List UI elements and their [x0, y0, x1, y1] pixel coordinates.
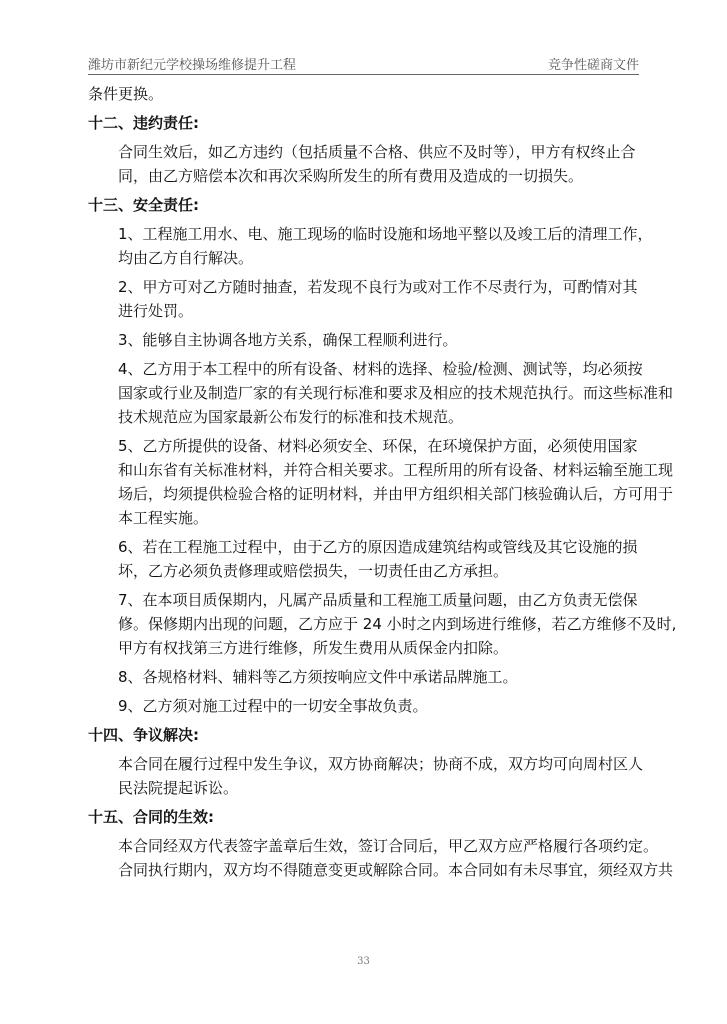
paragraph-line: 均由乙方自行解决。: [118, 249, 254, 267]
paragraph-line: 1、工程施工用水、电、施工现场的临时设施和场地平整以及竣工后的清理工作，: [118, 225, 653, 243]
paragraph-line: 坏，乙方必须负责修理或赔偿损失，一切责任由乙方承担。: [118, 562, 509, 580]
paragraph: [88, 357, 674, 429]
paragraph-line: 4、乙方用于本工程中的所有设备、材料的选择、检验/检测、测试等，均必须按: [118, 360, 643, 378]
section-heading: 十二、违约责任:: [88, 114, 199, 132]
paragraph: [88, 434, 674, 530]
paragraph-line: 修。保修期内出现的问题，乙方应于 24 小时之内到场进行维修，若乙方维修不及时,: [118, 615, 677, 633]
paragraph-line: 同，由乙方赔偿本次和再次采购所发生的所有费用及造成的一切损失。: [118, 167, 584, 185]
paragraph: [88, 834, 674, 882]
document-type: 竞争性磋商文件: [547, 58, 639, 73]
paragraph: [88, 328, 643, 352]
paragraph-line: 场后，均须提供检验合格的证明材料，并由甲方组织相关部门核验确认后，方可用于: [118, 485, 674, 503]
paragraph: [88, 665, 643, 689]
paragraph: [88, 275, 643, 323]
section-heading: 十四、争议解决:: [88, 726, 199, 744]
page-number: 33: [357, 956, 370, 967]
paragraph: [88, 588, 677, 660]
project-title: 潍坊市新纪元学校操场维修提升工程: [88, 58, 297, 73]
paragraph: [88, 535, 643, 583]
paragraph-line: 7、在本项目质保期内，凡属产品质量和工程施工质量问题，由乙方负责无偿保: [118, 591, 638, 609]
paragraph-line: 本合同在履行过程中发生争议，双方协商解决；协商不成，双方均可向周村区人: [118, 755, 644, 773]
paragraph-line: 8、各规格材料、辅料等乙方须按响应文件中承诺品牌施工。: [118, 668, 518, 686]
document-body: [88, 82, 677, 887]
paragraph-line: 进行处罚。: [118, 302, 194, 320]
paragraph-line: 条件更换。: [88, 85, 164, 103]
paragraph-line: 合同生效后，如乙方违约（包括质量不合格、供应不及时等），甲方有权终止合: [118, 143, 636, 161]
paragraph-line: 本合同经双方代表签字盖章后生效，签订合同后，甲乙双方应严格履行各项约定。: [118, 837, 659, 855]
paragraph-line: 技术规范应为国家最新公布发行的标准和技术规范。: [118, 408, 464, 426]
paragraph-line: 国家或行业及制造厂家的有关现行标准和要求及相应的技术规范执行。而这些标准和: [118, 384, 674, 402]
paragraph: [88, 694, 643, 718]
paragraph-line: 和山东省有关标准材料，并符合相关要求。工程所用的所有设备、材料运输至施工现: [118, 461, 674, 479]
page-header: [88, 52, 639, 75]
paragraph-line: 6、若在工程施工过程中，由于乙方的原因造成建筑结构或管线及其它设施的损: [118, 538, 638, 556]
paragraph-line: 合同执行期内，双方均不得随意变更或解除合同。本合同如有未尽事宜，须经双方共: [118, 861, 674, 879]
paragraph: [88, 140, 643, 188]
paragraph-line: 2、甲方可对乙方随时抽查，若发现不良行为或对工作不尽责行为，可酌情对其: [118, 278, 638, 296]
paragraph: [88, 82, 643, 106]
section-heading: 十三、安全责任:: [88, 196, 199, 214]
paragraph-line: 甲方有权找第三方进行维修，所发生费用从质保金内扣除。: [118, 639, 509, 657]
section-heading: 十五、合同的生效:: [88, 808, 214, 826]
paragraph-line: 本工程实施。: [118, 509, 209, 527]
paragraph: [88, 222, 653, 270]
paragraph-line: 3、能够自主协调各地方关系，确保工程顺利进行。: [118, 331, 458, 349]
paragraph: [88, 752, 643, 800]
paragraph-line: 民法院提起诉讼。: [118, 779, 239, 797]
paragraph-line: 5、乙方所提供的设备、材料必须安全、环保，在环境保护方面，必须使用国家: [118, 437, 638, 455]
paragraph-line: 9、乙方须对施工过程中的一切安全事故负责。: [118, 697, 428, 715]
